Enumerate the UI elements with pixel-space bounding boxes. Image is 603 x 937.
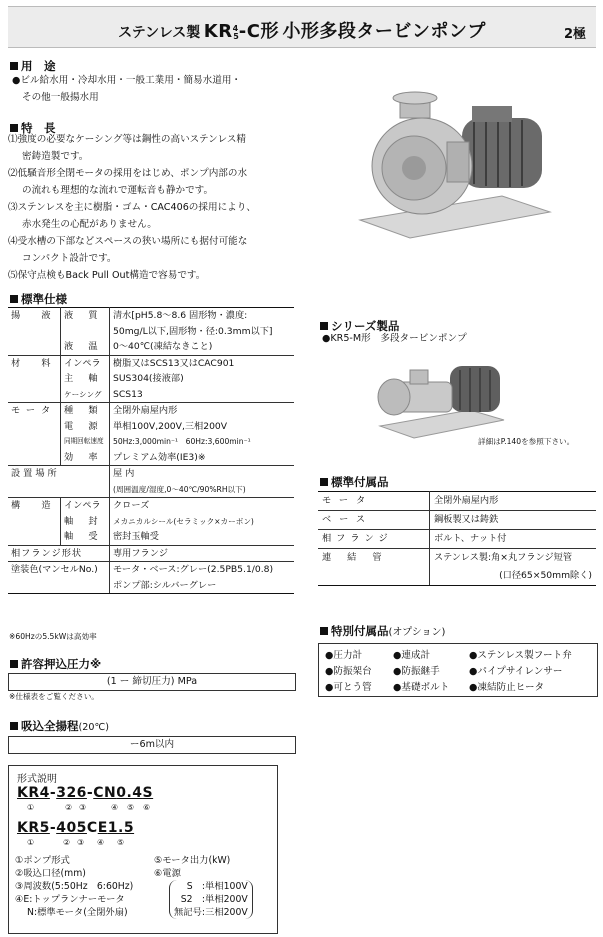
spec-footnote: ※60Hzの5.5kWは高効率 [9, 632, 97, 641]
accessories-table [318, 491, 596, 586]
options-box [318, 643, 598, 697]
list-item: ●可とう管 [325, 682, 372, 693]
pressure-note: ※仕様表をご覧ください。 [9, 692, 99, 701]
accessories-heading: 標準付属品 [320, 474, 389, 490]
model-legend-right: ⑤モータ出力(kW) ⑥電源 [154, 855, 231, 879]
series-heading: シリーズ製品 [320, 318, 399, 334]
series-item: ●KR5-M形 多段タービンポンプ [322, 333, 467, 344]
list-item: ●パイプサイレンサー [469, 666, 563, 677]
model-legend-left: ①ポンプ形式 ②吸込口径(mm) ③周波数(5:50Hz 6:60Hz) ④E:トップランナーモータ N:標準モータ(全閉外扇) [15, 855, 134, 918]
pole-count: 2極 [563, 27, 586, 42]
list-item: ●凍結防止ヒータ [469, 682, 545, 693]
table-row: 連結管 ステンレス製:角×丸フランジ短管 (口径65×50mm除く) [318, 549, 596, 586]
page-header [8, 6, 596, 48]
options-heading: 特別付属品(オプション) [320, 623, 445, 639]
spec-heading: 標準仕様 [10, 291, 67, 307]
list-item: ●防振継手 [393, 666, 440, 677]
features-list: ⑴強度の必要なケーシング等は鋼性の高いステンレス精 密鋳造製です。 ⑵低騒音形全閉モータの採用をはじめ、ポンプ内部の水 の流れも理想的な流れで運転音も静かです。 ⑶ステンレスを主に樹脂・ゴム・CAC406の採用により、 赤水発生の心配がありません。 ⑷受水槽の下部などスペースの狭い場所にも据付可能な コンパクト設計です。 ⑸保守点検もBack Pull Out構造で容易です。 [8, 134, 256, 281]
spec-table: 揚 液 液 質 清水[pH5.8～8.6 固形物・濃度: 50mg/L以下,固形物・径:0.3mm以下] 液 温 0～40℃(凍結なきこと) 材 料 インペラ 樹脂又はSCS13又はCAC901 主 軸 SUS304(接液部) ケーシング SCS13 モータ 種 類 全閉外扇屋内形 電 源 単相100V,200V,三相200V 同期回転速度 50Hz:3,000min⁻¹ 60Hz:3,600min⁻¹ 効 率 プレミアム効率(IE3)※ 設置場所 屋 内 (周囲温度/湿度,0～40℃/90%RH以下) 構 造 インペラ クローズ 軸 封 メカニカルシール(セラミック×カーボン) 軸 受 密封玉軸受 相フランジ形状 専用フランジ 塗装色(マンセルNo.) モータ・ベース:グレー(2.5PB5.1/0.8) ポンプ部:シルバーグレー [8, 307, 294, 594]
table-row: ベース 鋼板製又は鋳鉄 [318, 511, 596, 530]
list-item: ●連成計 [393, 650, 431, 661]
list-item: ●防振架台 [325, 666, 372, 677]
list-item: ●ステンレス製フート弁 [469, 650, 572, 661]
pressure-value: (1 ー 締切圧力) MPa [8, 673, 296, 691]
list-item: ●圧力計 [325, 650, 363, 661]
usage-text: ●ビル給水用・冷却水用・一般工業用・簡易水道用・ その他一般揚水用 [12, 75, 242, 103]
table-row: 相フランジ ボルト、ナット付 [318, 530, 596, 549]
page-title: ステンレス製 $KR^4_5-C$形 小形多段タービンポンプ [118, 21, 486, 42]
model-code-1: KR4-326-CN0.4S [17, 785, 154, 801]
model-description: 形式説明 KR4-326-CN0.4S ① ② ③ ④ ⑤ ⑥ KR5-405CE1.5 ① ② ③ ④ ⑤ ①ポンプ形式 ②吸込口径(mm) ③周波数(5:50Hz 6:60Hz) ④E:トップランナーモータ N:標準モータ(全閉外扇) ⑤モータ出力(kW) ⑥電源 S :単相100V S2 :単相200V 無記号:三相200V [8, 765, 278, 934]
series-pump-photo [370, 352, 510, 442]
list-item: ●基礎ボルト [393, 682, 450, 693]
suction-value: ー6m以内 [8, 736, 296, 754]
series-reference: 詳細はP.140を参照下さい。 [478, 437, 575, 446]
features-heading: 特 長 [10, 120, 56, 136]
table-row: モータ 全閉外扇屋内形 [318, 492, 596, 511]
suction-heading: 吸込全揚程(20℃) [10, 718, 109, 734]
pump-photo [352, 88, 558, 240]
pressure-heading: 許容押込圧力※ [10, 656, 101, 672]
model-heading: 形式説明 [17, 774, 57, 785]
usage-heading: 用 途 [10, 58, 56, 74]
model-code-2: KR5-405CE1.5 [17, 820, 135, 836]
power-supply-codes: S :単相100V S2 :単相200V 無記号:三相200V [169, 880, 253, 919]
